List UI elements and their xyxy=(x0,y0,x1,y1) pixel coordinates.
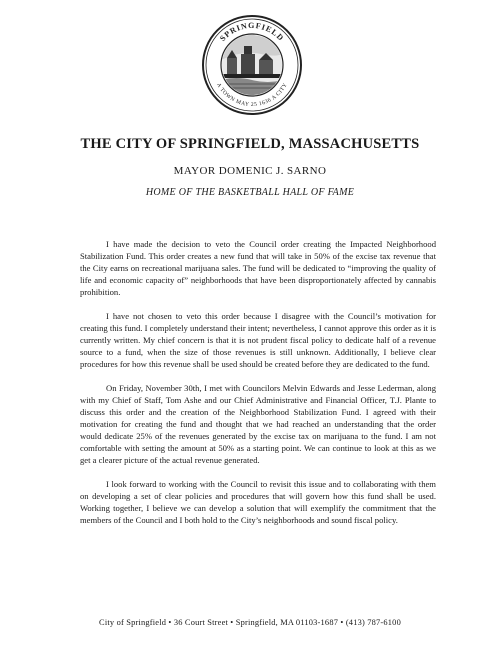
paragraph: On Friday, November 30th, I met with Councilors Melvin Edwards and Jesse Lederman, along with my Chief of Staff, Tom Ashe and our Chief Administrative and Financial Officer, T.J. Plante to discuss this order and the creation of the Neighborhood Stabilization Fund. I agreed with their motivation for creating the fund and thought that we had reached an understanding that the order would dedicate 25% of the revenues generated by the excise tax on marijuana to the fund. I am not comfortable with setting the amount at 50% as a starting point. We can continue to look at this as we get a clearer picture of the actual revenue generated. xyxy=(80,383,436,465)
paragraph: I look forward to working with the Council to revisit this issue and to collaborating with them on developing a set of clear policies and procedures that will govern how this fund shall be used. Working together, I believe we can develop a solution that will exemplify the commitment that the members of the Council and I both hold to the City’s neighborhoods and sound fiscal policy. xyxy=(80,479,436,525)
city-title: THE CITY OF SPRINGFIELD, MASSACHUSETTS xyxy=(80,136,420,152)
city-seal-icon xyxy=(201,14,303,116)
seal-text-top: SPRINGFIELD xyxy=(218,20,286,44)
city-tagline: HOME OF THE BASKETBALL HALL OF FAME xyxy=(145,187,355,198)
letter-body xyxy=(80,238,436,538)
paragraph: I have made the decision to veto the Council order creating the Impacted Neighborhood Stabilization Fund. This order creates a new fund that will take in 50% of the excise tax revenue that the City earns on recreational marijuana sales. The fund will be dedicated to “improving the quality of life and economic capacity of” neighborhoods that have been disproportionately affected by cannabis prohibition. xyxy=(80,239,436,297)
seal-text-bottom: A TOWN MAY 25 1636 A CITY xyxy=(215,82,289,109)
footer-address: City of Springfield • 36 Court Street • Springfield, MA 01103-1687 • (413) 787-6100 xyxy=(99,618,401,627)
paragraph: I have not chosen to veto this order because I disagree with the Council’s motivation for creating this fund. I completely understand their intent; nevertheless, I cannot approve this order as it is currently written. My chief concern is that it is not prudent fiscal policy to dedicate half of a revenue source to a fund, when the size of those revenues is still unknown. Additionally, I believe clear procedures for how this revenue shall be used should be created before they are dedicated to the fund. xyxy=(80,311,436,369)
mayor-name: MAYOR DOMENIC J. SARNO xyxy=(173,165,327,177)
